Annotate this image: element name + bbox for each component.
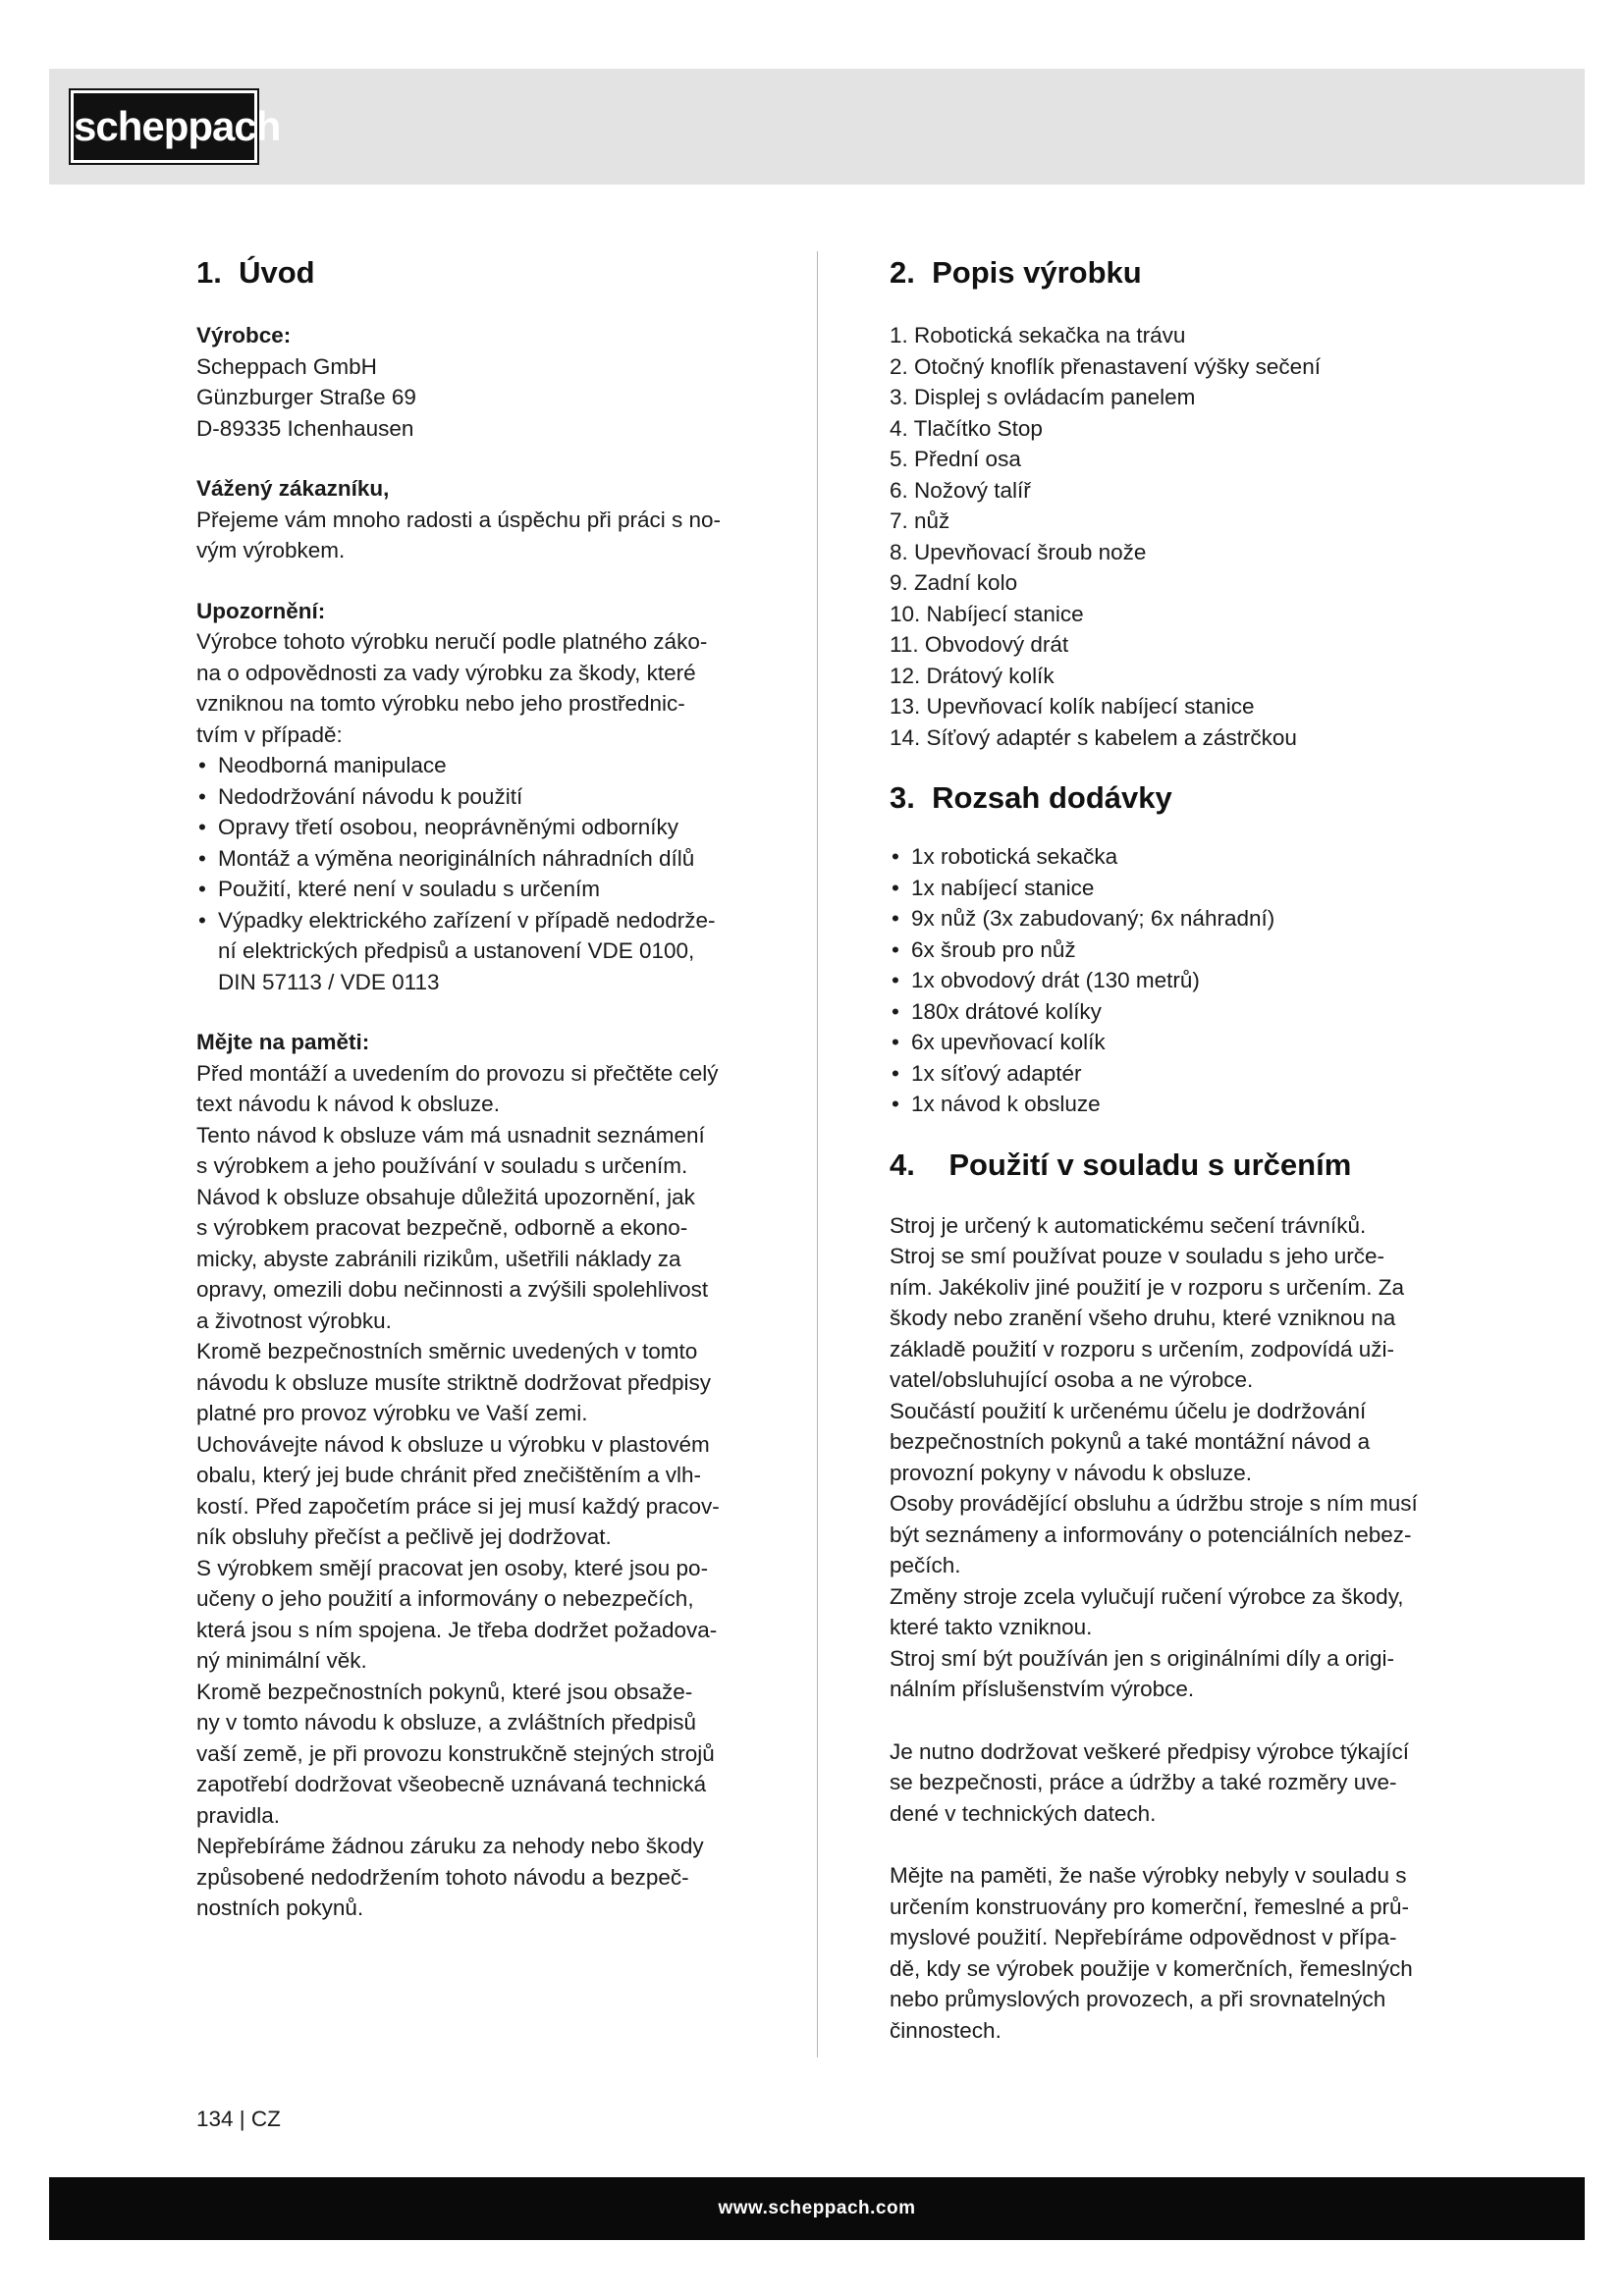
text-line: vzniknou na tomto výrobku nebo jeho prostřednic- bbox=[196, 691, 685, 716]
text-line: s výrobkem pracovat bezpečně, odborně a ekono- bbox=[196, 1215, 688, 1240]
text-line: dené v technických datech. bbox=[890, 1800, 1157, 1826]
text-line: kostí. Před započetím práce si jej musí každý pracov- bbox=[196, 1493, 720, 1519]
commercial-use-paragraph bbox=[890, 1860, 1449, 2046]
intended-use-paragraph bbox=[890, 1210, 1449, 1705]
manufacturer-address bbox=[196, 351, 756, 445]
text-line: na o odpovědnosti za vady výrobku za škody, které bbox=[196, 660, 696, 685]
text-line: obalu, který jej bude chránit před znečištěním a vlh- bbox=[196, 1463, 702, 1487]
list-item: • Použití, které není v souladu s určením bbox=[196, 874, 756, 905]
text-line: Stroj je určený k automatickému sečení trávníků. bbox=[890, 1212, 1367, 1238]
manufacturer-label: Výrobce: bbox=[196, 323, 292, 347]
text-line: způsobené nedodržením tohoto návodu a bezpeč- bbox=[196, 1864, 689, 1890]
text-line: text návodu k návod k obsluze. bbox=[196, 1092, 500, 1116]
list-item: 2. Otočný knoflík přenastavení výšky sečení bbox=[890, 353, 1321, 379]
list-item: 12. Drátový kolík bbox=[890, 663, 1055, 688]
text-line: myslové použití. Nepřebíráme odpovědnost v přípa- bbox=[890, 1925, 1397, 1949]
text-line: se bezpečnosti, práce a údržby a také rozměry uve- bbox=[890, 1770, 1397, 1794]
product-parts-list bbox=[890, 320, 1449, 753]
address-line: D-89335 Ichenhausen bbox=[196, 415, 414, 441]
text-line: Přejeme vám mnoho radosti a úspěchu při práci s no- bbox=[196, 507, 722, 532]
list-item: • 9x nůž (3x zabudovaný; 6x náhradní) bbox=[890, 903, 1449, 934]
list-item: 10. Nabíjecí stanice bbox=[890, 601, 1084, 626]
text-line: vaší země, je při provozu konstrukčně stejných strojů bbox=[196, 1740, 715, 1766]
list-item: • 1x nabíjecí stanice bbox=[890, 873, 1449, 904]
text-line: škody nebo zranění všeho druhu, které vzniknou na bbox=[890, 1306, 1396, 1330]
list-item: 13. Upevňovací kolík nabíjecí stanice bbox=[890, 694, 1255, 719]
list-item: 9. Zadní kolo bbox=[890, 570, 1018, 595]
text-line: Nepřebíráme žádnou záruku za nehody nebo škody bbox=[196, 1834, 704, 1858]
text-line: ný minimální věk. bbox=[196, 1648, 367, 1673]
list-item: • Opravy třetí osobou, neoprávněnými odborníky bbox=[196, 812, 756, 843]
text-line: Změny stroje zcela vylučují ručení výrobce za škody, bbox=[890, 1583, 1404, 1609]
footer-band bbox=[49, 2177, 1585, 2240]
scheppach-logo: scheppach bbox=[71, 90, 257, 163]
text-line: tvím v případě: bbox=[196, 721, 343, 747]
text-line: Osoby provádějící obsluhu a údržbu stroje s ním musí bbox=[890, 1491, 1418, 1516]
list-item: 6. Nožový talíř bbox=[890, 477, 1031, 503]
text-line: vým výrobkem. bbox=[196, 538, 346, 562]
text-line: bezpečnostních pokynů a také montážní návod a bbox=[890, 1429, 1371, 1454]
regulations-paragraph bbox=[890, 1736, 1449, 1830]
text-line: činnostech. bbox=[890, 2017, 1001, 2043]
text-line: pravidla. bbox=[196, 1802, 281, 1828]
text-line: základě použití v rozporu s určením, zodpovídá uži- bbox=[890, 1336, 1395, 1362]
column-divider bbox=[817, 251, 818, 2057]
text-line: platné pro provoz výrobku ve Vaší zemi. bbox=[196, 1401, 588, 1425]
text-line: nostních pokynů. bbox=[196, 1896, 364, 1920]
text-line: které takto vzniknou. bbox=[890, 1615, 1093, 1639]
text-line: učeny o jeho použití a informovány o nebezpečích, bbox=[196, 1586, 694, 1611]
text-line: Stroj se smí používat pouze v souladu s jeho urče- bbox=[890, 1244, 1385, 1268]
right-column bbox=[890, 253, 1449, 2046]
list-item: 5. Přední osa bbox=[890, 447, 1021, 471]
list-item: • Neodborná manipulace bbox=[196, 750, 756, 781]
list-item: 1. Robotická sekačka na trávu bbox=[890, 323, 1186, 347]
delivery-contents-list bbox=[890, 841, 1449, 1120]
list-item: • 1x síťový adaptér bbox=[890, 1058, 1449, 1090]
notice-paragraph bbox=[196, 626, 756, 750]
text-line: která jsou s ním spojena. Je třeba dodržet požadova- bbox=[196, 1617, 718, 1642]
customer-label: Vážený zákazníku, bbox=[196, 476, 390, 501]
page-number: 134 | CZ bbox=[196, 2107, 281, 2131]
text-line: pečích. bbox=[890, 1553, 961, 1577]
remember-label: Mějte na paměti: bbox=[196, 1030, 370, 1054]
notice-label: Upozornění: bbox=[196, 598, 326, 623]
text-line: určením konstruovány pro komerční, řemeslné a prů- bbox=[890, 1894, 1409, 1919]
section-4-heading: 4. Použití v souladu s určením bbox=[890, 1147, 1352, 1182]
text-line: nebo průmyslových provozech, a při srovnatelných bbox=[890, 1987, 1386, 2011]
text-line: Stroj smí být používán jen s originálními díly a origi- bbox=[890, 1645, 1394, 1671]
customer-greeting bbox=[196, 505, 756, 566]
notice-bullets bbox=[196, 750, 756, 997]
text-line: ník obsluhy přečíst a pečlivě jej dodržovat. bbox=[196, 1524, 612, 1549]
section-3-heading: 3. Rozsah dodávky bbox=[890, 780, 1172, 815]
text-line: Kromě bezpečnostních pokynů, které jsou obsaže- bbox=[196, 1679, 693, 1704]
list-item: • 180x drátové kolíky bbox=[890, 996, 1449, 1028]
text-line: Součástí použití k určenému účelu je dodržování bbox=[890, 1398, 1367, 1423]
text-line: vatel/obsluhující osoba a ne výrobce. bbox=[890, 1367, 1254, 1392]
text-line: návodu k obsluze musíte striktně dodržovat předpisy bbox=[196, 1369, 712, 1395]
text-line: S výrobkem smějí pracovat jen osoby, které jsou po- bbox=[196, 1555, 709, 1580]
text-line: ny v tomto návodu k obsluze, a zvláštních předpisů bbox=[196, 1710, 697, 1735]
text-line: být seznámeny a informovány o potenciálních nebez- bbox=[890, 1522, 1412, 1547]
list-item: 7. nůž bbox=[890, 508, 950, 533]
website-url[interactable]: www.scheppach.com bbox=[718, 2198, 916, 2218]
text-line: ním. Jakékoliv jiné použití je v rozporu s určením. Za bbox=[890, 1274, 1404, 1300]
list-item: • Montáž a výměna neoriginálních náhradních dílů bbox=[196, 843, 756, 875]
text-line: Tento návod k obsluze vám má usnadnit seznámení bbox=[196, 1122, 705, 1148]
text-line: provozní pokyny v návodu k obsluze. bbox=[890, 1460, 1252, 1485]
text-line: a životnost výrobku. bbox=[196, 1308, 392, 1333]
remember-paragraph bbox=[196, 1058, 756, 1924]
list-item: 3. Displej s ovládacím panelem bbox=[890, 385, 1196, 409]
text-line: s výrobkem a jeho používání v souladu s určením. bbox=[196, 1153, 688, 1178]
section-1-heading: 1. Úvod bbox=[196, 255, 315, 290]
text-line: Návod k obsluze obsahuje důležitá upozornění, jak bbox=[196, 1184, 695, 1209]
list-item: • 1x návod k obsluze bbox=[890, 1089, 1449, 1120]
list-item: • 6x šroub pro nůž bbox=[890, 934, 1449, 966]
text-line: Uchovávejte návod k obsluze u výrobku v plastovém bbox=[196, 1431, 710, 1457]
list-item: 14. Síťový adaptér s kabelem a zástrčkou bbox=[890, 724, 1297, 750]
text-line: zapotřebí dodržovat všeobecně uznávaná technická bbox=[196, 1772, 707, 1796]
section-2-heading: 2. Popis výrobku bbox=[890, 255, 1142, 290]
list-item: • 1x obvodový drát (130 metrů) bbox=[890, 965, 1449, 996]
list-item: • 6x upevňovací kolík bbox=[890, 1027, 1449, 1058]
left-column bbox=[196, 253, 756, 1924]
text-line: nálním příslušenstvím výrobce. bbox=[890, 1677, 1195, 1701]
text-line: Výrobce tohoto výrobku neručí podle platného záko- bbox=[196, 629, 708, 654]
text-line: Před montáží a uvedením do provozu si přečtěte celý bbox=[196, 1060, 719, 1086]
list-item: • Výpadky elektrického zařízení v případě nedodrže- ní elektrických předpisů a ustanovení VDE 0100, DIN 57113 / VDE 0113 bbox=[196, 905, 756, 998]
list-item: 8. Upevňovací šroub nože bbox=[890, 539, 1147, 564]
text-line: dě, kdy se výrobek použije v komerčních, řemeslných bbox=[890, 1955, 1413, 1981]
text-line: opravy, omezili dobu nečinnosti a zvýšili spolehlivost bbox=[196, 1277, 709, 1302]
address-line: Scheppach GmbH bbox=[196, 353, 377, 379]
text-line: Mějte na paměti, že naše výrobky nebyly v souladu s bbox=[890, 1863, 1407, 1888]
list-item: 11. Obvodový drát bbox=[890, 632, 1069, 657]
list-item: • 1x robotická sekačka bbox=[890, 841, 1449, 873]
text-line: Kromě bezpečnostních směrnic uvedených v tomto bbox=[196, 1339, 698, 1363]
list-item: • Nedodržování návodu k použití bbox=[196, 781, 756, 813]
text-line: Je nutno dodržovat veškeré předpisy výrobce týkající bbox=[890, 1738, 1410, 1764]
header-band bbox=[49, 69, 1585, 185]
address-line: Günzburger Straße 69 bbox=[196, 385, 416, 409]
text-line: micky, abyste zabránili rizikům, ušetřili náklady za bbox=[196, 1246, 681, 1271]
list-item: 4. Tlačítko Stop bbox=[890, 415, 1043, 441]
